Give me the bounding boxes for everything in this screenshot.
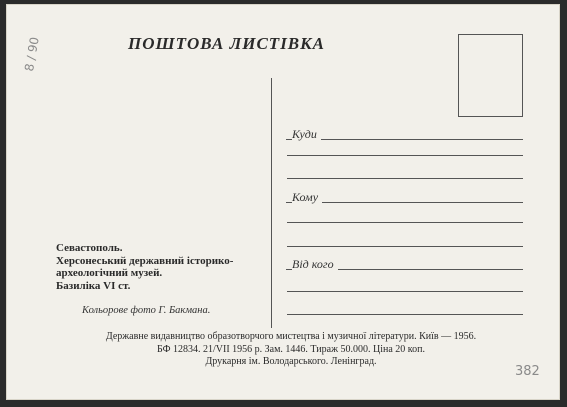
address-line [287,155,523,156]
address-line [287,178,523,179]
publisher-line: БФ 12834. 21/VII 1956 р. Зам. 1446. Тираж 50.000. Ціна 20 коп. [157,343,425,355]
address-row-to-where [286,126,523,142]
postcard-title: ПОШТОВА ЛИСТІВКА [128,34,326,53]
pencil-note-left: 8 / 90 [22,35,42,73]
address-row-to-whom [286,189,523,205]
to-where-label: Куди [292,127,321,142]
to-whom-label: Кому [292,190,322,205]
from-label: Від кого [292,257,338,272]
address-line [287,222,523,223]
publisher-line: Друкарня ім. Володарського. Ленінград. [205,356,377,367]
address-row-from [286,256,523,272]
caption-line: археологічний музей. [56,267,163,279]
vertical-divider [271,78,272,328]
publisher-imprint [26,331,556,369]
publisher-line: Державне видавництво образотворчого мистецтва і музичної літератури. Київ — 1956. [105,331,477,342]
picture-caption [56,242,271,292]
pencil-note-right: 382 [515,364,540,379]
address-line [287,291,523,292]
stamp-box [458,34,523,117]
address-line [287,246,523,247]
postcard-back [6,4,560,400]
photo-credit: Кольорове фото Г. Бакмана. [82,305,211,316]
caption-city: Севастополь. [56,242,123,254]
address-line [286,139,523,140]
caption-line: Базиліка VI ст. [56,279,131,292]
caption-line: Херсонеський державний історико- [56,254,234,267]
address-line [287,314,523,315]
